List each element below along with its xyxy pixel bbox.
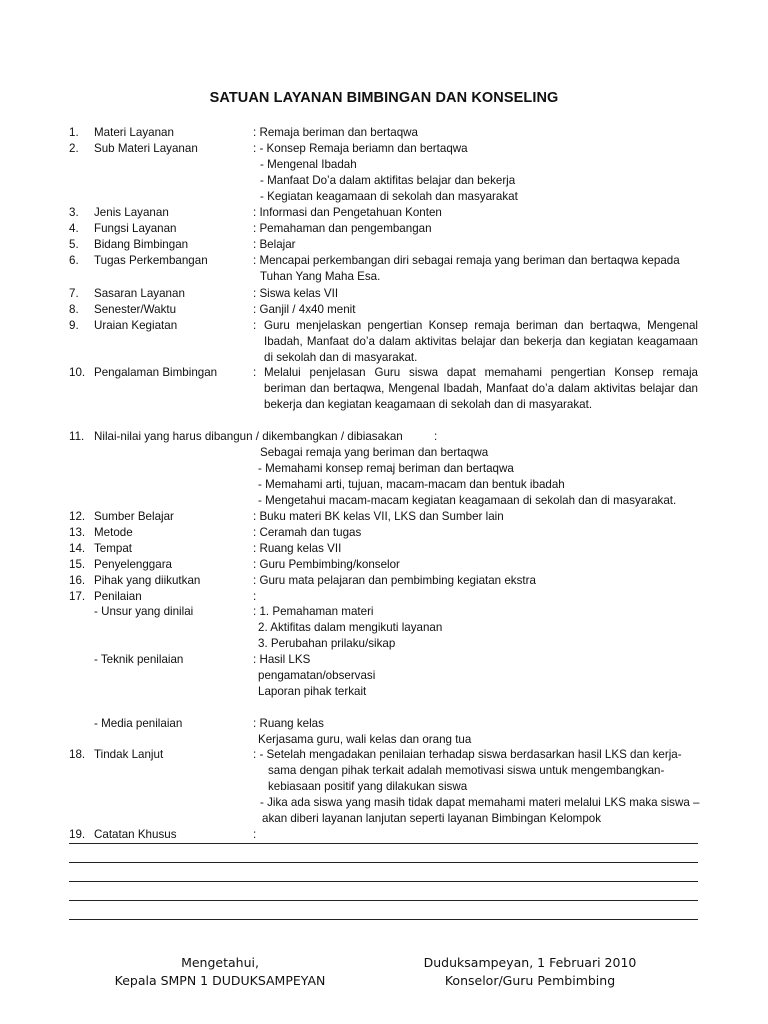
teknik-label: - Teknik penilaian [94,653,184,666]
item-value: : Guru Pembimbing/konselor [253,558,400,571]
note-rule [69,919,698,920]
item-value: : Ceramah dan tugas [253,526,362,539]
item-value: : - Konsep Remaja beriamn dan bertaqwa [253,142,468,155]
tindak-line: kebiasaan positif yang dilakukan siswa [268,780,468,793]
item-colon: : [253,366,257,379]
item-number: 3. [69,206,79,219]
media-line: Kerjasama guru, wali kelas dan orang tua [258,733,472,746]
signature-right [420,954,640,990]
item-value: : Ruang kelas VII [253,542,342,555]
item-number: 1. [69,126,79,139]
signature-left-line1: Mengetahui, [181,955,259,970]
item-number: 10. [69,366,86,379]
teknik-line: Laporan pihak terkait [258,685,367,698]
item-label: Tempat [94,542,133,555]
note-rule [69,862,698,863]
item-value: : Ganjil / 4x40 menit [253,303,356,316]
nilai-line: - Mengetahui macam-macam kegiatan keagamaan di sekolah dan di masyarakat. [258,494,677,507]
item-value: : Belajar [253,238,296,251]
teknik-value: : Hasil LKS [253,653,311,666]
signature-right-line2: Konselor/Guru Pembimbing [444,973,616,988]
item-value: : Pemahaman dan pengembangan [253,222,432,235]
media-label: - Media penilaian [94,717,183,730]
sub-materi-line: - Kegiatan keagamaan di sekolah dan masyarakat [260,190,518,203]
note-rule [69,843,698,844]
item-value: : Siswa kelas VII [253,287,339,300]
item-number: 11. [69,430,85,443]
teknik-line: pengamatan/observasi [258,669,376,682]
item-number: 14. [69,542,86,555]
nilai-line: - Memahami arti, tujuan, macam-macam dan bentuk ibadah [258,478,565,491]
tindak-line: - Jika ada siswa yang masih tidak dapat memahami materi melalui LKS maka siswa – [260,796,700,809]
note-rule [69,900,698,901]
item-number: 7. [69,287,79,300]
item-label: Catatan Khusus [94,828,177,841]
media-value: : Ruang kelas [253,717,324,730]
item-number: 2. [69,142,79,155]
item-number: 13. [69,526,86,539]
signature-left [110,954,330,990]
item-label: Fungsi Layanan [94,222,177,235]
item-number: 5. [69,238,79,251]
item-label: Jenis Layanan [94,206,169,219]
item-value: : [253,828,257,841]
item-number: 4. [69,222,79,235]
item-label: Sub Materi Layanan [94,142,198,155]
item-number: 6. [69,254,79,267]
item-label: Uraian Kegiatan [94,319,178,332]
item-value: : Mencapai perkembangan diri sebagai remaja yang beriman dan bertaqwa kepada [253,254,680,267]
item-number: 16. [69,574,86,587]
item-number: 9. [69,319,79,332]
tugas-continuation: Tuhan Yang Maha Esa. [260,270,381,283]
item-number: 19. [69,828,86,841]
item-value: : Buku materi BK kelas VII, LKS dan Sumber lain [253,510,504,523]
item-number: 17. [69,590,86,603]
item-label: Pihak yang diikutkan [94,574,201,587]
unsur-line: 3. Perubahan prilaku/sikap [258,637,396,650]
item-value: : Remaja beriman dan bertaqwa [253,126,418,139]
item-number: 15. [69,558,86,571]
signature-right-line1: Duduksampeyan, 1 Februari 2010 [423,955,637,970]
item-colon: : [253,319,257,332]
signature-left-line2: Kepala SMPN 1 DUDUKSAMPEYAN [114,973,326,988]
item-label: Sumber Belajar [94,510,174,523]
note-rule [69,881,698,882]
item-label: Metode [94,526,133,539]
pengalaman-text: Melalui penjelasan Guru siswa dapat memahami pengertian Konsep remaja beriman dan bertaqwa, Mengenal Ibadah, Manfaat do’a dalam aktivitas belajar dan bekerja dan kegiatan keagamaan di sekolah dan di masyarakat. [264,366,698,411]
item-label: Tugas Perkembangan [94,254,208,267]
item-colon: : [434,430,438,443]
unsur-value: : 1. Pemahaman materi [253,605,374,618]
tindak-line: sama dengan pihak terkait adalah memotivasi siswa untuk mengembangkan- [268,764,665,777]
item-label: Materi Layanan [94,126,174,139]
item-value: : - Setelah mengadakan penilaian terhadap siswa berdasarkan hasil LKS dan kerja- [253,748,682,761]
item-number: 12. [69,510,86,523]
item-label: Nilai-nilai yang harus dibangun / dikembangkan / dibiasakan [94,430,403,443]
item-label: Penilaian [94,590,142,603]
tindak-line: akan diberi layanan lanjutan seperti layanan Bimbingan Kelompok [262,812,602,825]
item-value: : [253,590,257,603]
document-title: SATUAN LAYANAN BIMBINGAN DAN KONSELING [209,90,559,106]
sub-materi-line: - Mengenal Ibadah [260,158,357,171]
item-label: Pengalaman Bimbingan [94,366,218,379]
item-label: Sasaran Layanan [94,287,185,300]
sub-materi-line: - Manfaat Do’a dalam aktifitas belajar dan bekerja [260,174,516,187]
uraian-text: Guru menjelaskan pengertian Konsep remaja beriman dan bertaqwa, Mengenal Ibadah, Manfaat do’a dalam aktivitas belajar dan bekerja dan kegiatan keagamaan di sekolah dan di masyarakat. [264,319,698,364]
item-value: : Informasi dan Pengetahuan Konten [253,206,442,219]
item-label: Tindak Lanjut [94,748,164,761]
item-label: Senester/Waktu [94,303,177,316]
unsur-label: - Unsur yang dinilai [94,605,194,618]
item-number: 18. [69,748,86,761]
item-label: Penyelenggara [94,558,172,571]
item-number: 8. [69,303,79,316]
unsur-line: 2. Aktifitas dalam mengikuti layanan [258,621,443,634]
nilai-line: Sebagai remaja yang beriman dan bertaqwa [260,446,489,459]
nilai-line: - Memahami konsep remaj beriman dan bertaqwa [258,462,514,475]
item-label: Bidang Bimbingan [94,238,189,251]
item-value: : Guru mata pelajaran dan pembimbing kegiatan ekstra [253,574,536,587]
